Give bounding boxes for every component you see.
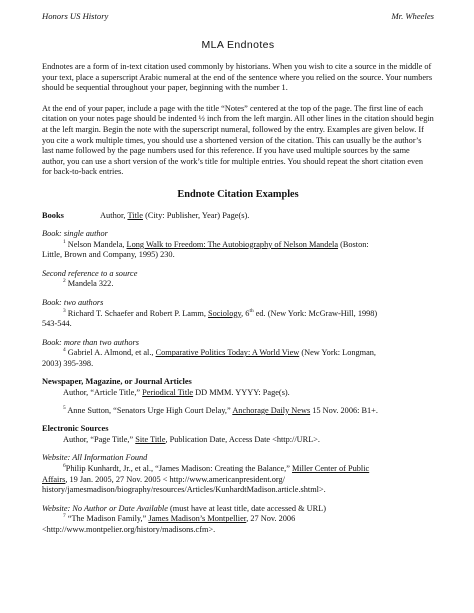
books-format-rest: (City: Publisher, Year) Page(s). bbox=[142, 210, 250, 220]
citation-author: Philip Kunhardt, Jr., et al., “James Madison: Creating the Balance,” bbox=[65, 464, 292, 474]
citation-title: Comparative Politics Today: A World View bbox=[155, 348, 300, 358]
citation-url: <http://www.montpelier.org/history/madisons.cfm>. bbox=[42, 525, 216, 534]
course-name: Honors US History bbox=[42, 11, 109, 21]
example-label: Website: All Information Found bbox=[42, 453, 148, 463]
note-number: 5 bbox=[63, 404, 66, 411]
citation-details: 15 Nov. 2006: B1+. bbox=[310, 405, 378, 415]
citation-title: Anchorage Daily News bbox=[232, 405, 311, 415]
books-format bbox=[42, 210, 434, 221]
citation-title: Sociology bbox=[208, 308, 242, 318]
section-subtitle: Endnote Citation Examples bbox=[177, 188, 299, 200]
intro-paragraph: Endnotes are a form of in-text citation used commonly by historians. When you wish to cite a source in the middle of your text, place a superscript Arabic numeral at the end of the sentence where you relied on the source. Your numbers should be sequential throughout your paper, beginning with the number 1. bbox=[42, 62, 433, 93]
example-single-author bbox=[42, 229, 434, 261]
example-label bbox=[42, 504, 434, 515]
books-label: Books bbox=[42, 210, 64, 220]
document-page bbox=[42, 10, 434, 536]
citation-line bbox=[42, 348, 434, 359]
citation-edition: , 6 bbox=[241, 308, 250, 318]
citation-line bbox=[42, 309, 434, 320]
example-website-full bbox=[42, 453, 434, 495]
citation-continuation: Little, Brown and Company, 1995) 230. bbox=[42, 250, 175, 260]
citation-continuation: 543-544. bbox=[42, 319, 72, 329]
citation-author: Richard T. Schaefer and Robert P. Lamm, bbox=[65, 308, 209, 318]
books-format-author: Author, bbox=[100, 210, 128, 220]
teacher-name: Mr. Wheeles bbox=[391, 11, 434, 21]
note-number: 2 bbox=[63, 278, 66, 285]
example-second-reference bbox=[42, 269, 434, 290]
example-two-authors bbox=[42, 298, 434, 330]
citation-details: , 27 Nov. 2006 bbox=[246, 514, 296, 524]
note-number: 6 bbox=[63, 463, 66, 470]
example-many-authors bbox=[42, 338, 434, 370]
citation-continuation bbox=[42, 475, 434, 486]
format-author: Author, “Page Title,” bbox=[63, 434, 136, 444]
example-label-text: Website: No Author or Date Available bbox=[42, 503, 168, 513]
note-number: 7 bbox=[63, 513, 66, 520]
electronic-format bbox=[42, 435, 434, 446]
books-format-title: Title bbox=[127, 210, 143, 220]
citation-author: Gabriel A. Almond, et al., bbox=[65, 348, 156, 358]
rules-paragraph: At the end of your paper, include a page with the title “Notes” centered at the top of the page. The first line of each citation on your notes page should be indented ½ inch from the left margin. All other lines in the citation should begin at the left margin. Begin the note with the superscript numeral, followed by the entry. Examples are given below. If you cite a work multiple times, you should use a shortened version of the citation. This can usually be the author’s last name followed by the page numbers used for this reference. If you have used multiple sources by the same author, you can use a short version of the work’s title for multiple entries. You should repeat the short citation even for back-to-back entries. bbox=[42, 103, 434, 177]
citation-url: history/jamesmadison/biography/resources/Articles/KunhardtMadison.article.shtml>. bbox=[42, 485, 326, 495]
example-label: Book: more than two authors bbox=[42, 337, 139, 347]
example-label: Book: two authors bbox=[42, 297, 104, 307]
citation-author: “The Madison Family,” bbox=[65, 514, 149, 524]
page-title: MLA Endnotes bbox=[201, 39, 275, 51]
citation-line bbox=[42, 240, 434, 251]
citation-line bbox=[42, 279, 434, 290]
citation-title: Long Walk to Freedom: The Autobiography of Nelson Mandela bbox=[126, 239, 339, 249]
note-number: 3 bbox=[63, 307, 66, 314]
example-label: Second reference to a source bbox=[42, 268, 138, 278]
citation-title: James Madison’s Montpellier bbox=[148, 514, 247, 524]
example-label: Book: single author bbox=[42, 228, 108, 238]
citation-details: , 19 Jan. 2005, 27 Nov. 2005 < http://www.americanpresident.org/ bbox=[65, 474, 285, 484]
citation-details: (New York: Longman, bbox=[299, 348, 376, 358]
newspaper-heading: Newspaper, Magazine, or Journal Articles bbox=[42, 377, 192, 387]
ordinal-suffix: th bbox=[249, 307, 254, 314]
format-rest: , Publication Date, Access Date <http://URL>. bbox=[165, 434, 321, 444]
citation-line bbox=[42, 514, 434, 525]
example-label-note: (must have at least title, date accessed & URL) bbox=[167, 503, 326, 513]
citation-continuation: 2003) 395-398. bbox=[42, 358, 94, 368]
electronic-heading: Electronic Sources bbox=[42, 424, 109, 434]
format-author: Author, “Article Title,” bbox=[63, 388, 143, 398]
citation-author: Nelson Mandela, bbox=[65, 239, 127, 249]
citation-title-cont: Affairs bbox=[42, 474, 66, 484]
citation-details: ed. (New York: McGraw-Hill, 1998) bbox=[253, 308, 378, 318]
newspaper-citation bbox=[42, 406, 434, 417]
citation-text: Mandela 322. bbox=[65, 279, 114, 289]
newspaper-format bbox=[42, 388, 434, 399]
note-number: 4 bbox=[63, 347, 66, 354]
format-title: Periodical Title bbox=[142, 388, 194, 398]
citation-author: Anne Sutton, “Senators Urge High Court Delay,” bbox=[65, 405, 233, 415]
format-title: Site Title bbox=[135, 434, 166, 444]
note-number: 1 bbox=[63, 238, 66, 245]
citation-details: (Boston: bbox=[338, 239, 369, 249]
page-header bbox=[42, 10, 434, 22]
citation-title: Miller Center of Public bbox=[291, 464, 370, 474]
format-rest: DD MMM. YYYY: Page(s). bbox=[193, 388, 290, 398]
example-website-minimal bbox=[42, 504, 434, 536]
citation-line bbox=[42, 464, 434, 475]
